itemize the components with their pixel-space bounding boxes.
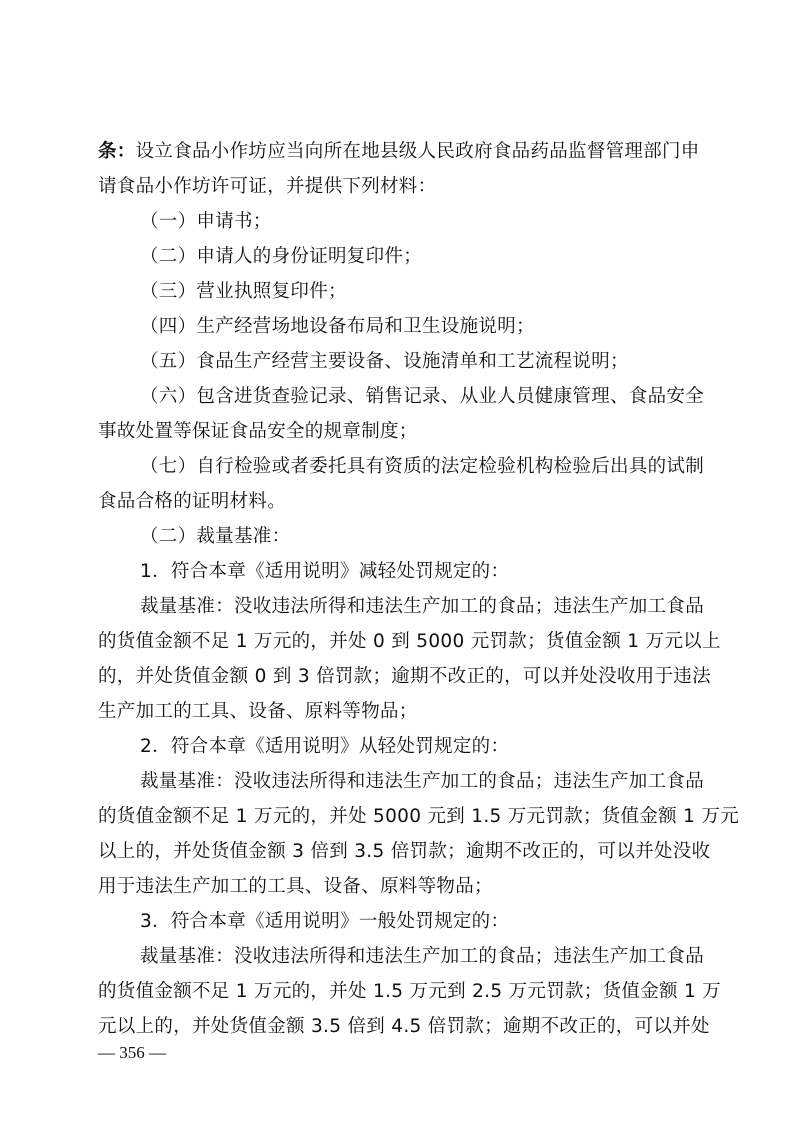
list-item: （二）申请人的身份证明复印件； — [140, 246, 423, 267]
article-label: 条： — [98, 141, 136, 162]
list-item: （七）自行检验或者委托具有资质的法定检验机构检验后出具的试制 — [140, 456, 705, 477]
paragraph-line: 食品合格的证明材料。 — [98, 491, 287, 512]
paragraph-line: 的货值金额不足 1 万元的，并处 5000 元到 1.5 万元罚款；货值金额 1 万元 — [98, 806, 739, 827]
paragraph-line: 生产加工的工具、设备、原料等物品； — [98, 701, 418, 722]
paragraph-line: 元以上的，并处货值金额 3.5 倍到 4.5 倍罚款；逾期不改正的，可以并处 — [98, 1016, 710, 1037]
clause-heading: 3．符合本章《适用说明》一般处罚规定的： — [140, 911, 510, 932]
list-item: （六）包含进货查验记录、销售记录、从业人员健康管理、食品安全 — [140, 386, 705, 407]
paragraph-line: 裁量基准：没收违法所得和违法生产加工的食品；违法生产加工食品 — [140, 771, 705, 792]
clause-heading: 1．符合本章《适用说明》减轻处罚规定的： — [140, 561, 510, 582]
paragraph-line: 的货值金额不足 1 万元的，并处 0 到 5000 元罚款；货值金额 1 万元以上 — [98, 631, 721, 652]
paragraph-line: 请食品小作坊许可证，并提供下列材料： — [98, 176, 437, 197]
section-heading: （二）裁量基准： — [140, 526, 291, 547]
paragraph-line — [98, 140, 700, 164]
paragraph-line: 裁量基准：没收违法所得和违法生产加工的食品；违法生产加工食品 — [140, 596, 705, 617]
line-text: 设立食品小作坊应当向所在地县级人民政府食品药品监督管理部门申 — [135, 141, 700, 162]
paragraph-line: 裁量基准：没收违法所得和违法生产加工的食品；违法生产加工食品 — [140, 946, 705, 967]
list-item: （一）申请书； — [140, 211, 272, 232]
clause-heading: 2．符合本章《适用说明》从轻处罚规定的： — [140, 736, 510, 757]
list-item: （四）生产经营场地设备布局和卫生设施说明； — [140, 316, 535, 337]
paragraph-line: 的货值金额不足 1 万元的，并处 1.5 万元到 2.5 万元罚款；货值金额 1 万 — [98, 981, 722, 1002]
paragraph-line: 用于违法生产加工的工具、设备、原料等物品； — [98, 876, 493, 897]
paragraph-line: 事故处置等保证食品安全的规章制度； — [98, 421, 418, 442]
list-item: （三）营业执照复印件； — [140, 281, 347, 302]
paragraph-line: 以上的，并处货值金额 3 倍到 3.5 倍罚款；逾期不改正的，可以并处没收 — [98, 841, 711, 862]
page-number: — 356 — — [98, 1043, 166, 1062]
paragraph-line: 的，并处货值金额 0 到 3 倍罚款；逾期不改正的，可以并处没收用于违法 — [98, 666, 711, 687]
list-item: （五）食品生产经营主要设备、设施清单和工艺流程说明； — [140, 351, 629, 372]
